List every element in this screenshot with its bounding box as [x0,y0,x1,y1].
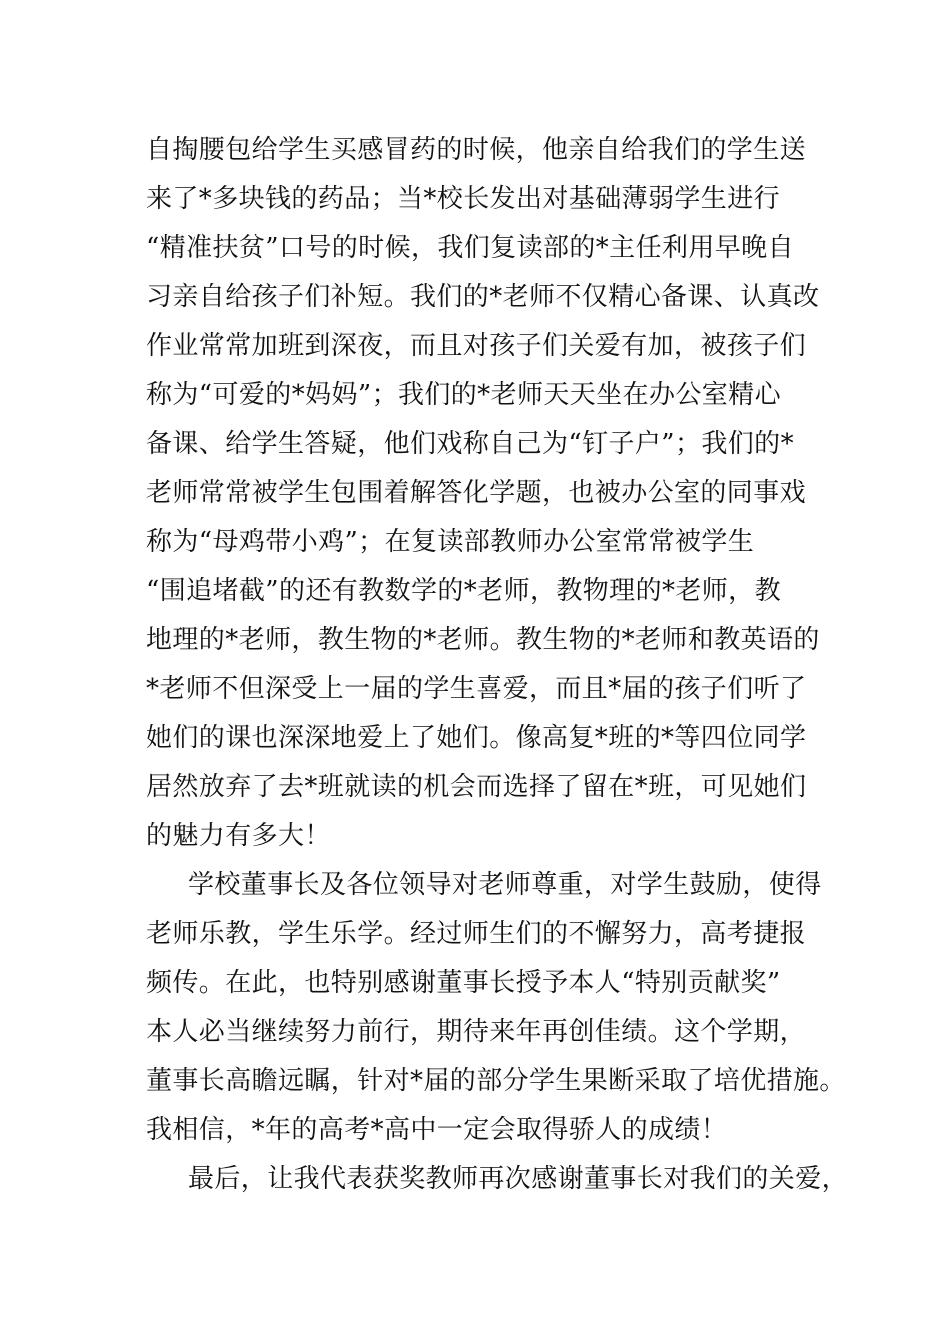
body-text [146,126,849,1204]
text-line: 老师乐教，学生乐学。经过师生们的不懈努力，高考捷报 [146,919,807,949]
text-line: 董事长高瞻远瞩，针对*届的部分学生果断采取了培优措施。 [146,1066,846,1096]
text-line: 她们的课也深深地爱上了她们。像高复*班的*等四位同学 [146,723,807,753]
text-line: 频传。在此，也特别感谢董事长授予本人“特别贡献奖” [146,968,781,998]
text-line: 备课、给学生答疑，他们戏称自己为“钉子户”；我们的* [146,429,794,459]
text-line: “围追堵截”的还有教数学的*老师，教物理的*老师，教 [146,576,781,606]
text-line: 的魅力有多大！ [146,821,331,851]
text-line: *老师不但深受上一届的学生喜爱，而且*届的孩子们听了 [146,674,807,704]
text-line: 自掏腰包给学生买感冒药的时候，他亲自给我们的学生送 [146,135,807,165]
text-line: 本人必当继续努力前行，期待来年再创佳绩。这个学期， [146,1017,807,1047]
text-line: 称为“母鸡带小鸡”；在复读部教师办公室常常被学生 [146,527,755,557]
text-line: 居然放弃了去*班就读的机会而选择了留在*班，可见她们 [146,772,807,802]
paragraph-start-line: 最后，让我代表获奖教师再次感谢董事长对我们的关爱， [188,1164,849,1194]
text-line: 作业常常加班到深夜，而且对孩子们关爱有加，被孩子们 [146,331,807,361]
text-line: 地理的*老师，教生物的*老师。教生物的*老师和教英语的 [146,625,820,655]
text-line: 习亲自给孩子们补短。我们的*老师不仅精心备课、认真改 [146,282,820,312]
text-line: 老师常常被学生包围着解答化学题，也被办公室的同事戏 [146,478,807,508]
text-line: 我相信，*年的高考*高中一定会取得骄人的成绩！ [146,1115,728,1145]
text-line: 称为“可爱的*妈妈”；我们的*老师天天坐在办公室精心 [146,380,781,410]
text-line: “精准扶贫”口号的时候，我们复读部的*主任利用早晚自 [146,233,794,263]
paragraph-start-line: 学校董事长及各位领导对老师尊重，对学生鼓励，使得 [188,870,822,900]
text-line: 来了*多块钱的药品；当*校长发出对基础薄弱学生进行 [146,184,781,214]
